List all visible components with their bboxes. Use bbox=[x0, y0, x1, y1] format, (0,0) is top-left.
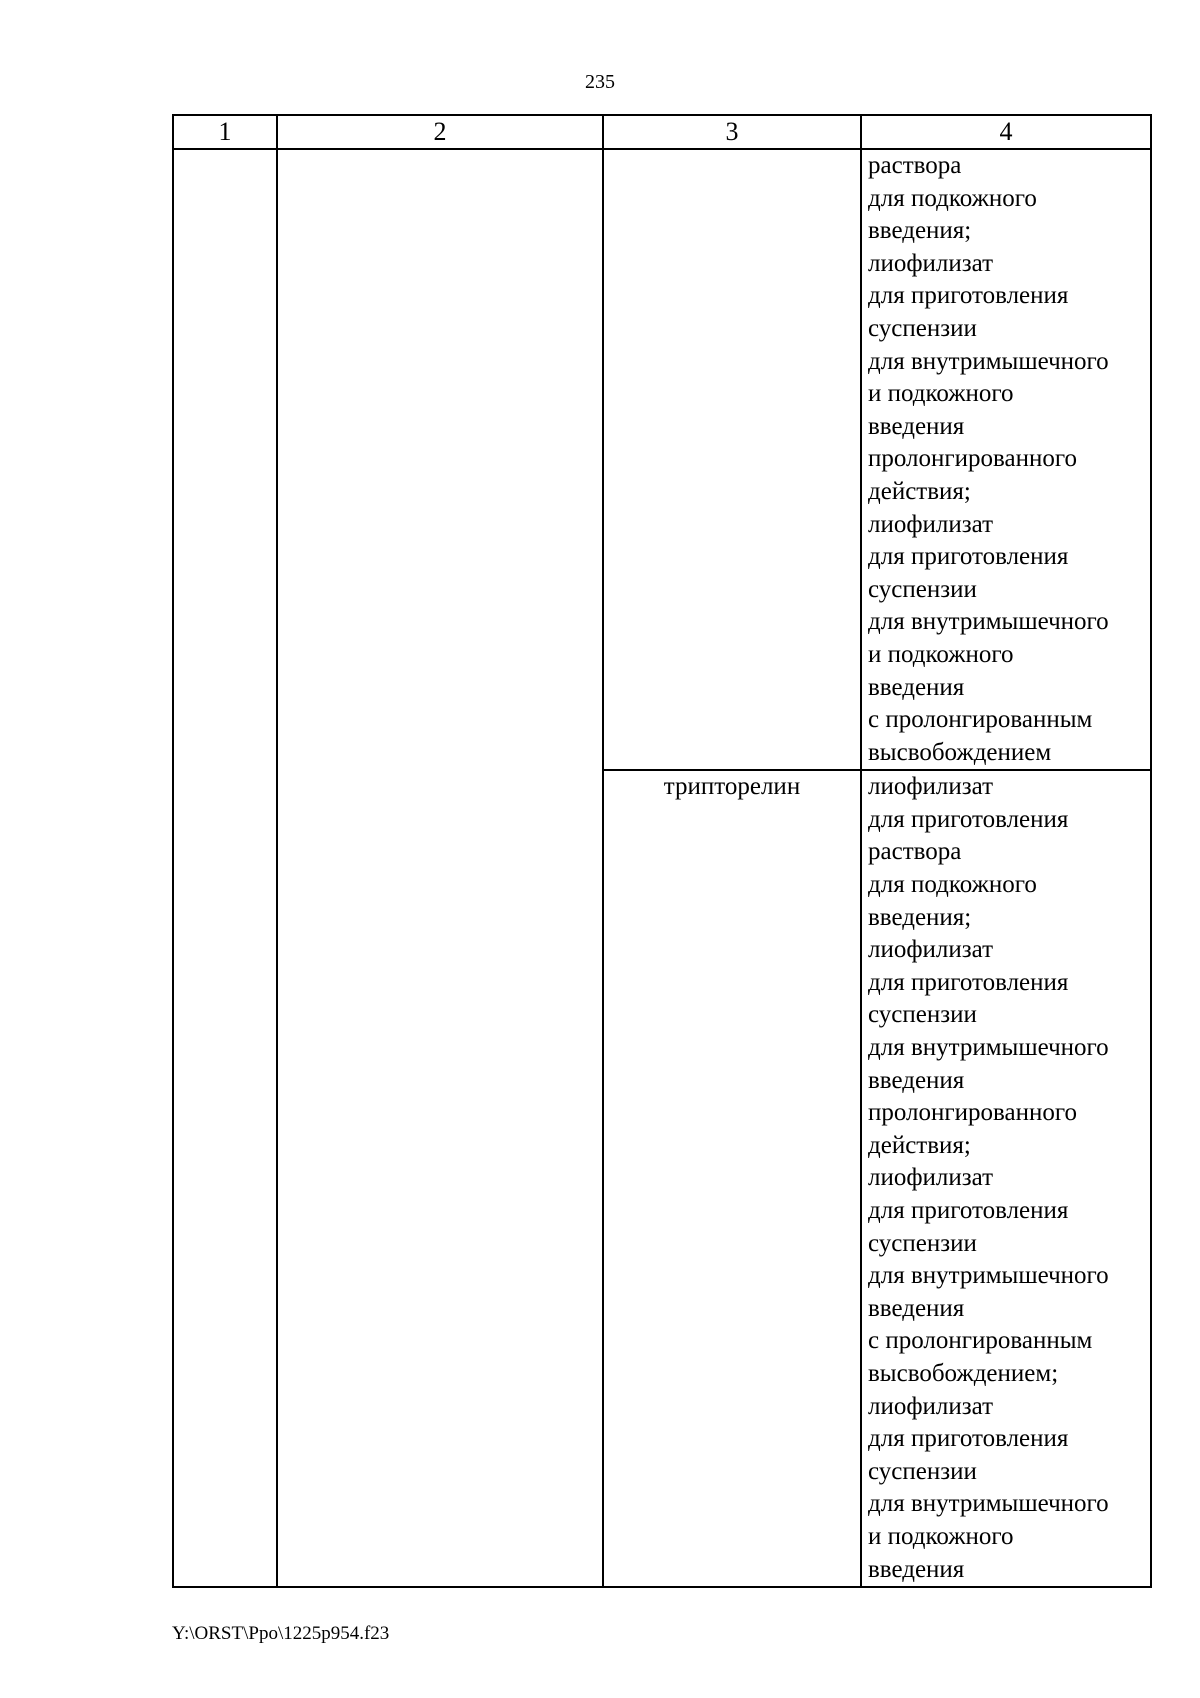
dosage-form-line: лиофилизат bbox=[868, 1164, 994, 1192]
dosage-form-line: высвобождением bbox=[868, 738, 1052, 766]
dosage-form-line: действия; bbox=[868, 1131, 971, 1159]
header-col-3: 3 bbox=[603, 115, 861, 149]
dosage-form-line: для внутримышечного bbox=[868, 1262, 1109, 1290]
dosage-form-line: для внутримышечного bbox=[868, 1490, 1109, 1518]
dosage-form-line: высвобождением; bbox=[868, 1359, 1059, 1387]
dosage-form-line: введения; bbox=[868, 903, 972, 931]
dosage-form-line: для приготовления bbox=[868, 282, 1069, 310]
cell-col-1 bbox=[173, 149, 277, 1587]
dosage-form-line: введения bbox=[868, 1294, 965, 1322]
dosage-form-line: суспензии bbox=[868, 575, 977, 603]
dosage-form-line: введения bbox=[868, 412, 965, 440]
dosage-form-line: лиофилизат bbox=[868, 773, 994, 801]
page-number: 235 bbox=[585, 71, 615, 93]
dosage-form-line: для подкожного bbox=[868, 184, 1037, 212]
dosage-form-line: для внутримышечного bbox=[868, 347, 1109, 375]
dosage-form-line: суспензии bbox=[868, 1457, 977, 1485]
cell-dosage-forms bbox=[861, 149, 1151, 770]
cell-col-2 bbox=[277, 149, 603, 1587]
cell-col-3 bbox=[603, 149, 861, 770]
dosage-form-line: с пролонгированным bbox=[868, 1327, 1093, 1355]
dosage-form-line: для внутримышечного bbox=[868, 608, 1109, 636]
dosage-form-line: раствора bbox=[868, 152, 962, 179]
dosage-form-line: для приготовления bbox=[868, 543, 1069, 571]
dosage-form-line: действия; bbox=[868, 477, 971, 505]
dosage-form-line: пролонгированного bbox=[868, 445, 1077, 473]
dosage-form-line: для приготовления bbox=[868, 805, 1069, 833]
dosage-form-line: для подкожного bbox=[868, 871, 1037, 899]
dosage-form-line: введения bbox=[868, 1555, 965, 1583]
header-col-2: 2 bbox=[277, 115, 603, 149]
footer-file-path: Y:\ORST\Ppo\1225p954.f23 bbox=[172, 1623, 390, 1644]
dosage-form-line: суспензии bbox=[868, 1229, 977, 1257]
dosage-form-line: для приготовления bbox=[868, 1425, 1069, 1453]
dosage-form-line: и подкожного bbox=[868, 380, 1014, 408]
dosage-form-line: суспензии bbox=[868, 314, 977, 342]
dosage-form-line: и подкожного bbox=[868, 640, 1014, 668]
dosage-form-line: с пролонгированным bbox=[868, 706, 1093, 734]
dosage-form-line: для приготовления bbox=[868, 968, 1069, 996]
dosage-form-line: введения; bbox=[868, 217, 972, 245]
header-col-1: 1 bbox=[173, 115, 277, 149]
dosage-form-line: раствора bbox=[868, 838, 962, 866]
dosage-form-line: суспензии bbox=[868, 1001, 977, 1029]
dosage-form-line: и подкожного bbox=[868, 1522, 1014, 1550]
dosage-form-line: введения bbox=[868, 1066, 965, 1094]
table-row bbox=[173, 149, 1151, 770]
dosage-form-line: лиофилизат bbox=[868, 249, 994, 277]
cell-drug-name: трипторелин bbox=[603, 770, 861, 1587]
dosage-form-line: лиофилизат bbox=[868, 510, 994, 538]
table-header-row bbox=[173, 115, 1151, 149]
dosage-form-line: лиофилизат bbox=[868, 936, 994, 964]
dosage-form-line: введения bbox=[868, 673, 965, 701]
cell-dosage-forms bbox=[861, 770, 1151, 1587]
dosage-form-line: для внутримышечного bbox=[868, 1034, 1109, 1062]
header-col-4: 4 bbox=[861, 115, 1151, 149]
dosage-form-line: пролонгированного bbox=[868, 1099, 1077, 1127]
medication-table bbox=[172, 114, 1152, 1588]
dosage-form-line: лиофилизат bbox=[868, 1392, 994, 1420]
dosage-form-line: для приготовления bbox=[868, 1197, 1069, 1224]
